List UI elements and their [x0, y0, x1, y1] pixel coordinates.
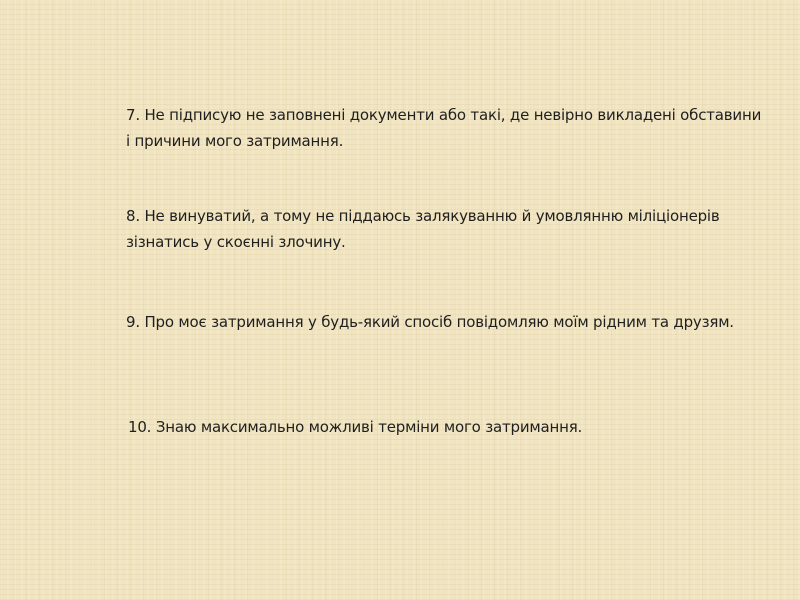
- list-item-10: 10. Знаю максимально можливі терміни мого затримання.: [128, 418, 583, 436]
- list-item-7: 7. Не підписую не заповнені документи або такі, де невірно викладені обставини і причини мого затримання.: [126, 106, 762, 150]
- list-item-9: 9. Про моє затримання у будь-який спосіб повідомляю моїм рідним та друзям.: [126, 313, 734, 331]
- list-item-8: 8. Не винуватий, а тому не піддаюсь залякуванню й умовлянню міліціонерів зізнатись у скоєнні злочину.: [126, 207, 720, 251]
